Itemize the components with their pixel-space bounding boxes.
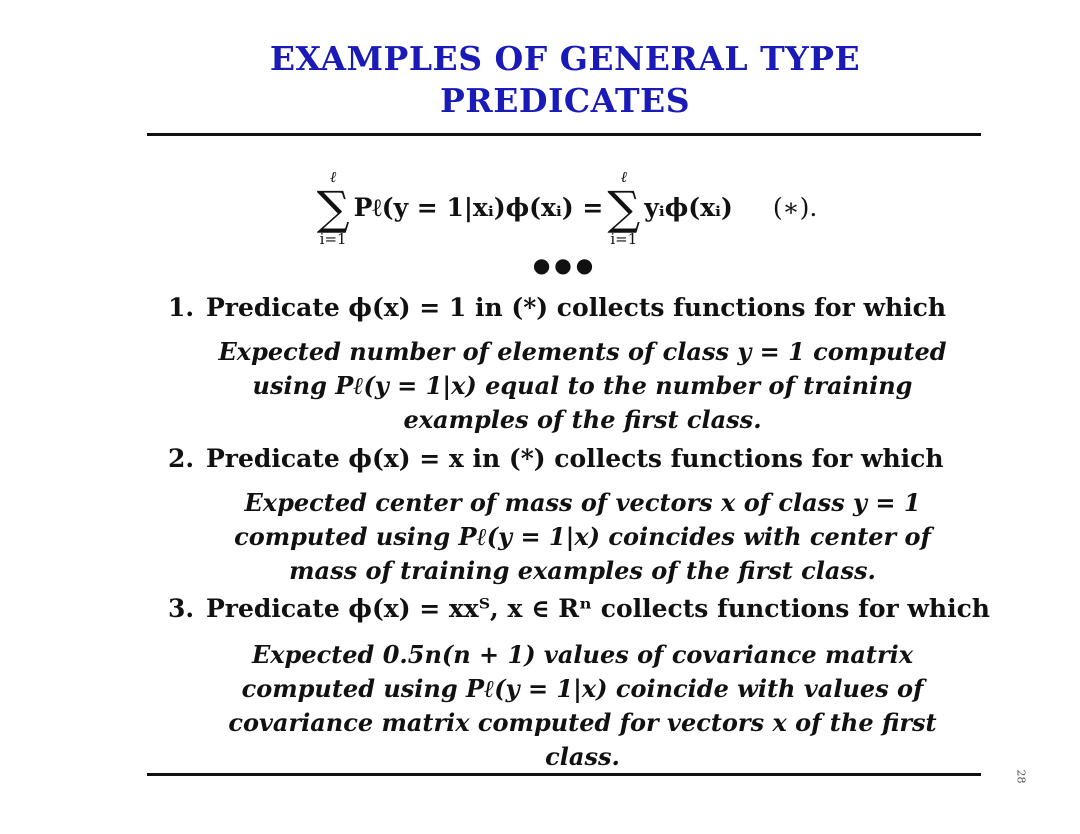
desc-line: Expected center of mass of vectors x of class y = 1 — [244, 488, 921, 517]
desc-line: Expected 0.5n(n + 1) values of covariance matrix — [251, 640, 914, 669]
list-item-1 — [168, 293, 946, 322]
item-3-description — [0, 638, 1080, 774]
summation-left — [317, 168, 350, 248]
item-text: Predicate ϕ(x) = xxᵀ, x ∈ Rⁿ collects functions for which — [206, 594, 990, 623]
slide-title — [0, 38, 1080, 122]
sum-lower-limit: i=1 — [610, 229, 638, 248]
desc-line: mass of training examples of the first class. — [289, 556, 876, 585]
item-text: Predicate ϕ(x) = 1 in (*) collects functions for which — [206, 293, 947, 322]
sum-upper-limit: ℓ — [330, 167, 337, 186]
list-item-2 — [168, 444, 944, 473]
sigma-symbol: ∑ — [607, 180, 641, 235]
sum-upper-limit: ℓ — [620, 167, 627, 186]
equation-tag: (∗). — [772, 193, 818, 222]
equation — [0, 160, 1080, 255]
item-number: 2. — [168, 444, 195, 473]
item-2-description — [0, 486, 1080, 588]
title-line-2: PREDICATES — [439, 81, 691, 120]
item-number: 3. — [168, 594, 195, 623]
top-rule — [147, 133, 981, 136]
list-item-3 — [168, 594, 990, 623]
bottom-rule — [147, 773, 981, 776]
desc-line: Expected number of elements of class y = 1 computed — [218, 337, 947, 366]
summation-right — [607, 168, 640, 248]
desc-line: computed using Pℓ(y = 1|x) coincide with values of — [241, 674, 924, 703]
equation-lhs: Pℓ(y = 1|xᵢ)ϕ(xᵢ) = — [353, 192, 604, 222]
item-number: 1. — [168, 293, 195, 322]
equation-rhs: yᵢϕ(xᵢ) — [644, 193, 733, 222]
desc-line: examples of the first class. — [403, 405, 762, 434]
desc-line: using Pℓ(y = 1|x) equal to the number of training — [252, 371, 913, 400]
desc-line: class. — [545, 742, 620, 771]
title-line-1: EXAMPLES OF GENERAL TYPE — [269, 39, 861, 78]
desc-line: computed using Pℓ(y = 1|x) coincides with center of — [234, 522, 931, 551]
desc-line: covariance matrix computed for vectors x of the first — [228, 708, 937, 737]
sum-lower-limit: i=1 — [319, 229, 347, 248]
item-text: Predicate ϕ(x) = x in (*) collects functions for which — [206, 444, 944, 473]
ellipsis-dots: ●●● — [532, 253, 598, 277]
page-number: 28 — [1014, 769, 1028, 784]
sigma-symbol: ∑ — [316, 180, 350, 235]
item-1-description — [0, 335, 1080, 437]
